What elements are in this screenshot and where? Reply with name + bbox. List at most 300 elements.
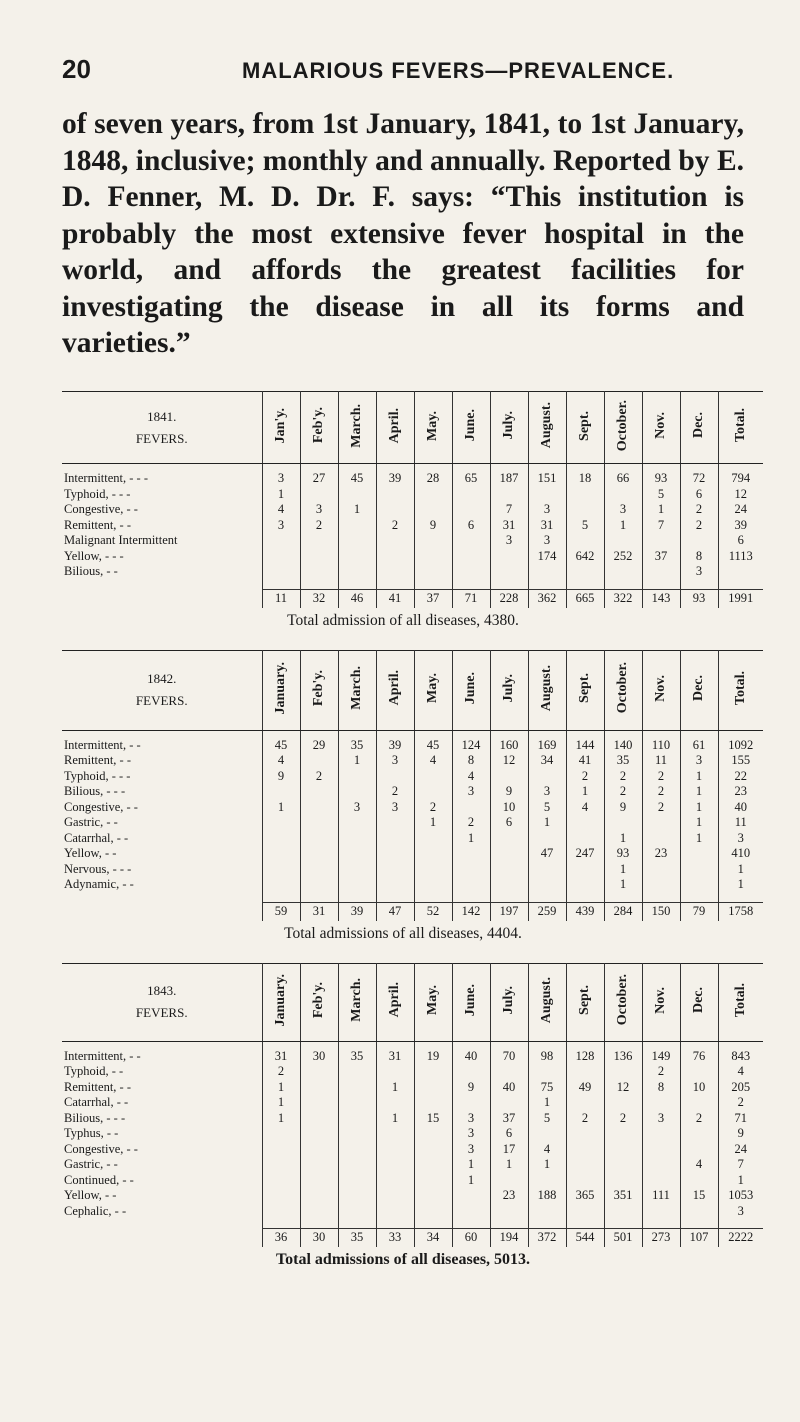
table-cell: 3 — [604, 502, 642, 518]
fever-type-label: Continued, - - — [64, 1172, 134, 1187]
table-cell — [604, 1157, 642, 1173]
table-cell: 6 — [718, 533, 763, 549]
table-cell — [642, 1157, 680, 1173]
table-fevers-label: FEVERS. — [135, 430, 188, 446]
column-header-label: July. — [501, 985, 516, 1015]
fever-type-label: Intermittent, - - - — [64, 471, 148, 485]
fever-type-label: Catarrhal, - - — [64, 1095, 129, 1109]
spacer-cell — [680, 893, 718, 903]
total-cell: 150 — [642, 902, 680, 921]
table-cell — [300, 1142, 338, 1158]
column-header-label: Dec. — [691, 986, 706, 1014]
column-header-label: October. — [615, 974, 630, 1026]
table-row — [62, 877, 763, 893]
table-cell — [376, 815, 414, 831]
table-row — [62, 769, 763, 785]
table-cell — [338, 1095, 376, 1111]
spacer-cell — [680, 580, 718, 590]
spacer-cell — [528, 893, 566, 903]
table-cell — [338, 769, 376, 785]
table-cell: 11 — [642, 753, 680, 769]
column-header — [414, 650, 452, 730]
spacer-cell — [452, 580, 490, 590]
total-cell: 30 — [300, 1229, 338, 1248]
table-cell: 111 — [642, 1188, 680, 1204]
column-header-label: April. — [387, 982, 402, 1018]
table-row — [62, 564, 763, 580]
table-cell — [338, 533, 376, 549]
table-cell: 3 — [680, 753, 718, 769]
spacer-cell — [262, 580, 300, 590]
table-cell — [566, 815, 604, 831]
fever-table-grid — [62, 963, 763, 1248]
spacer-cell — [452, 893, 490, 903]
table-cell — [452, 1188, 490, 1204]
fever-tables — [62, 391, 754, 1269]
table-cell: 3 — [528, 502, 566, 518]
table-cell: 144 — [566, 730, 604, 753]
table-cell: 22 — [718, 769, 763, 785]
table-cell: 75 — [528, 1080, 566, 1096]
table-cell — [566, 831, 604, 847]
table-cell: 1 — [642, 502, 680, 518]
table-cell: 1 — [262, 1095, 300, 1111]
column-header — [642, 650, 680, 730]
table-cell: 7 — [490, 502, 528, 518]
table-cell — [376, 846, 414, 862]
total-cell: 228 — [490, 589, 528, 608]
fever-type-label: Congestive, - - — [64, 1141, 138, 1156]
table-cell — [490, 549, 528, 565]
table-cell: 9 — [262, 769, 300, 785]
page-number: 20 — [62, 54, 91, 84]
table-cell: 6 — [490, 815, 528, 831]
table-cell: 7 — [718, 1157, 763, 1173]
column-header-label: Sept. — [577, 673, 592, 703]
spacer-cell — [642, 580, 680, 590]
total-cell: 1758 — [718, 902, 763, 921]
table-cell: 39 — [376, 464, 414, 487]
spacer-cell — [338, 580, 376, 590]
table-cell: 136 — [604, 1041, 642, 1064]
total-cell: 31 — [300, 902, 338, 921]
table-cell: 3 — [376, 753, 414, 769]
table-cell — [376, 1157, 414, 1173]
table-cell — [528, 862, 566, 878]
spacer-cell — [414, 1219, 452, 1229]
table-cell: 843 — [718, 1041, 763, 1064]
table-cell: 71 — [718, 1111, 763, 1127]
table-cell — [490, 831, 528, 847]
table-cell: 37 — [642, 549, 680, 565]
table-cell: 1 — [718, 862, 763, 878]
table-cell — [338, 1204, 376, 1220]
table-cell — [604, 1204, 642, 1220]
table-cell — [680, 1204, 718, 1220]
total-cell: 39 — [338, 902, 376, 921]
table-cell — [566, 1157, 604, 1173]
column-header-label: Total. — [732, 982, 748, 1018]
table-cell: 4 — [680, 1157, 718, 1173]
column-header — [452, 963, 490, 1041]
column-header-label: Sept. — [577, 410, 592, 441]
table-cell: 1 — [604, 831, 642, 847]
table-cell — [414, 831, 452, 847]
fever-type-label: Gastric, - - — [64, 1157, 118, 1171]
total-cell: 47 — [376, 902, 414, 921]
column-header — [262, 963, 300, 1041]
table-cell — [300, 1173, 338, 1189]
table-row — [62, 846, 763, 862]
table-cell — [642, 1173, 680, 1189]
table-cell: 2 — [566, 769, 604, 785]
table-cell: 17 — [490, 1142, 528, 1158]
table-corner-heading — [62, 650, 262, 730]
spacer-cell — [376, 1219, 414, 1229]
table-cell — [300, 487, 338, 503]
table-cell — [262, 1188, 300, 1204]
table-cell: 2 — [300, 769, 338, 785]
table-cell — [566, 1204, 604, 1220]
table-cell — [604, 815, 642, 831]
table-cell: 205 — [718, 1080, 763, 1096]
spacer-cell — [338, 893, 376, 903]
fever-type-label: Congestive, - - — [64, 799, 138, 814]
table-cell: 4 — [262, 502, 300, 518]
table-cell — [262, 1173, 300, 1189]
column-header — [642, 392, 680, 464]
table-cell: 72 — [680, 464, 718, 487]
table-cell — [680, 1173, 718, 1189]
table-cell: 5 — [528, 1111, 566, 1127]
table-cell: 31 — [262, 1041, 300, 1064]
total-cell: 37 — [414, 589, 452, 608]
column-header — [452, 650, 490, 730]
total-cell: 194 — [490, 1229, 528, 1248]
table-cell: 23 — [718, 784, 763, 800]
page-header — [62, 0, 744, 94]
table-cell — [604, 1173, 642, 1189]
spacer-cell — [300, 1219, 338, 1229]
column-header-label: June. — [463, 983, 478, 1017]
table-cell: 65 — [452, 464, 490, 487]
table-cell — [300, 877, 338, 893]
table-cell: 6 — [452, 518, 490, 534]
table-cell: 1 — [604, 862, 642, 878]
table-cell — [642, 1142, 680, 1158]
table-cell: 9 — [490, 784, 528, 800]
table-cell: 642 — [566, 549, 604, 565]
table-year: 1842. — [147, 671, 177, 686]
table-cell — [338, 487, 376, 503]
table-cell: 1 — [718, 1173, 763, 1189]
table-cell: 2 — [680, 502, 718, 518]
table-cell: 1 — [262, 1080, 300, 1096]
table-cell — [300, 1064, 338, 1080]
table-cell: 8 — [680, 549, 718, 565]
table-cell — [262, 877, 300, 893]
table-cell — [338, 846, 376, 862]
total-cell: 79 — [680, 902, 718, 921]
table-cell — [566, 487, 604, 503]
totals-row-label — [62, 1229, 262, 1248]
column-header — [262, 392, 300, 464]
total-cell: 41 — [376, 589, 414, 608]
spacer-cell — [414, 893, 452, 903]
table-cell: 1 — [680, 815, 718, 831]
total-cell: 1991 — [718, 589, 763, 608]
table-row — [62, 1188, 763, 1204]
table-cell: 1 — [414, 815, 452, 831]
table-cell: 66 — [604, 464, 642, 487]
total-cell: 52 — [414, 902, 452, 921]
table-cell: 3 — [718, 831, 763, 847]
table-cell: 1 — [528, 815, 566, 831]
table-cell: 39 — [718, 518, 763, 534]
table-row — [62, 862, 763, 878]
table-cell: 2 — [604, 769, 642, 785]
table-cell: 10 — [680, 1080, 718, 1096]
table-cell — [338, 862, 376, 878]
table-cell — [414, 769, 452, 785]
totals-row-label — [62, 589, 262, 608]
table-cell: 35 — [604, 753, 642, 769]
table-cell — [680, 862, 718, 878]
table-cell: 5 — [566, 518, 604, 534]
fever-type-label: Yellow, - - — [64, 1188, 117, 1202]
table-cell — [452, 533, 490, 549]
column-header-label: August. — [539, 976, 554, 1024]
table-cell: 5 — [528, 800, 566, 816]
total-cell: 259 — [528, 902, 566, 921]
table-cell: 98 — [528, 1041, 566, 1064]
table-cell: 188 — [528, 1188, 566, 1204]
column-header-label: October. — [615, 662, 630, 714]
table-cell: 35 — [338, 1041, 376, 1064]
totals-row — [62, 589, 763, 608]
table-cell — [338, 549, 376, 565]
fever-type-label: Bilious, - - - — [64, 784, 126, 798]
table-row — [62, 1142, 763, 1158]
total-cell: 71 — [452, 589, 490, 608]
table-cell: 2 — [642, 1064, 680, 1080]
column-header-label: May. — [425, 985, 440, 1015]
table-cell — [300, 1157, 338, 1173]
spacer-cell — [490, 1219, 528, 1229]
table-cell — [604, 1142, 642, 1158]
table-cell: 3 — [680, 564, 718, 580]
total-cell: 35 — [338, 1229, 376, 1248]
table-cell: 27 — [300, 464, 338, 487]
table-cell: 1 — [718, 877, 763, 893]
table-cell: 24 — [718, 502, 763, 518]
table-cell — [680, 877, 718, 893]
table-cell — [414, 533, 452, 549]
column-header — [300, 392, 338, 464]
table-cell — [452, 1095, 490, 1111]
column-header — [338, 963, 376, 1041]
table-cell: 12 — [718, 487, 763, 503]
table-cell — [642, 564, 680, 580]
table-row — [62, 1041, 763, 1064]
table-cell: 2 — [414, 800, 452, 816]
table-fevers-label: FEVERS. — [135, 693, 188, 708]
total-cell: 544 — [566, 1229, 604, 1248]
column-header-label: January. — [273, 661, 288, 715]
column-header — [338, 650, 376, 730]
table-year: 1841. — [147, 408, 177, 424]
table-cell: 7 — [642, 518, 680, 534]
total-cell: 372 — [528, 1229, 566, 1248]
table-cell: 70 — [490, 1041, 528, 1064]
table-cell — [262, 1204, 300, 1220]
table-cell — [338, 1080, 376, 1096]
table-cell — [452, 800, 490, 816]
table-cell — [604, 1095, 642, 1111]
table-cell: 3 — [528, 533, 566, 549]
table-cell — [338, 877, 376, 893]
total-cell: 32 — [300, 589, 338, 608]
table-cell — [452, 1064, 490, 1080]
table-row — [62, 502, 763, 518]
table-row — [62, 1126, 763, 1142]
column-header — [718, 392, 763, 464]
totals-row — [62, 902, 763, 921]
table-year: 1843. — [147, 983, 177, 998]
table-cell — [490, 862, 528, 878]
table-cell: 49 — [566, 1080, 604, 1096]
fever-type-label: Nervous, - - - — [64, 861, 132, 876]
column-header — [680, 650, 718, 730]
total-cell: 501 — [604, 1229, 642, 1248]
column-header-label: Feb'y. — [311, 407, 326, 444]
table-row — [62, 753, 763, 769]
column-header-label: March. — [349, 666, 364, 710]
table-cell — [338, 784, 376, 800]
total-cell: 107 — [680, 1229, 718, 1248]
total-cell: 59 — [262, 902, 300, 921]
table-cell: 128 — [566, 1041, 604, 1064]
table-cell — [604, 1064, 642, 1080]
table-cell — [490, 1064, 528, 1080]
total-cell: 93 — [680, 589, 718, 608]
table-cell — [414, 1095, 452, 1111]
table-cell: 2 — [566, 1111, 604, 1127]
table-cell: 2 — [680, 518, 718, 534]
table-cell — [262, 1142, 300, 1158]
table-row — [62, 1111, 763, 1127]
column-header — [376, 963, 414, 1041]
table-row — [62, 1204, 763, 1220]
table-cell — [376, 831, 414, 847]
table-cell: 28 — [414, 464, 452, 487]
column-header — [680, 963, 718, 1041]
table-cell: 61 — [680, 730, 718, 753]
column-header — [604, 650, 642, 730]
table-cell: 2 — [262, 1064, 300, 1080]
column-header — [718, 963, 763, 1041]
table-cell — [376, 1204, 414, 1220]
spacer-cell — [414, 580, 452, 590]
table-cell: 3 — [300, 502, 338, 518]
total-cell: 143 — [642, 589, 680, 608]
total-cell: 36 — [262, 1229, 300, 1248]
table-cell — [414, 502, 452, 518]
table-cell: 247 — [566, 846, 604, 862]
table-cell: 3 — [262, 518, 300, 534]
table-cell — [414, 1173, 452, 1189]
table-cell — [262, 1157, 300, 1173]
fever-type-label: Typhoid, - - - — [64, 768, 131, 783]
table-cell — [680, 1095, 718, 1111]
table-cell — [300, 800, 338, 816]
table-cell — [300, 846, 338, 862]
table-cell: 11 — [718, 815, 763, 831]
table-cell: 1 — [566, 784, 604, 800]
table-row — [62, 730, 763, 753]
total-cell: 439 — [566, 902, 604, 921]
table-cell: 1 — [680, 800, 718, 816]
table-caption: Total admissions of all diseases, 4404. — [284, 924, 522, 942]
table-cell: 2 — [642, 784, 680, 800]
table-cell — [566, 1173, 604, 1189]
table-cell: 794 — [718, 464, 763, 487]
table-cell: 151 — [528, 464, 566, 487]
table-cell — [528, 831, 566, 847]
table-cell — [452, 877, 490, 893]
column-header-label: Dec. — [691, 412, 706, 439]
table-cell — [376, 1188, 414, 1204]
table-cell: 1 — [338, 753, 376, 769]
table-cell — [642, 815, 680, 831]
table-row — [62, 831, 763, 847]
table-cell: 1053 — [718, 1188, 763, 1204]
table-row — [62, 518, 763, 534]
table-cell: 4 — [452, 769, 490, 785]
spacer-cell — [718, 1219, 763, 1229]
table-cell: 12 — [490, 753, 528, 769]
table-cell — [642, 533, 680, 549]
table-cell — [300, 1080, 338, 1096]
table-cell — [680, 1126, 718, 1142]
fever-type-label: Remittent, - - — [64, 1079, 131, 1094]
table-cell — [452, 502, 490, 518]
table-cell — [414, 1080, 452, 1096]
table-cell — [300, 1204, 338, 1220]
table-cell — [262, 831, 300, 847]
column-header — [528, 392, 566, 464]
table-cell — [566, 533, 604, 549]
table-cell — [338, 831, 376, 847]
table-cell: 1113 — [718, 549, 763, 565]
table-cell: 174 — [528, 549, 566, 565]
total-cell: 362 — [528, 589, 566, 608]
table-cell: 31 — [376, 1041, 414, 1064]
spacer-cell — [566, 580, 604, 590]
table-cell — [414, 877, 452, 893]
table-row — [62, 1064, 763, 1080]
table-cell — [300, 564, 338, 580]
table-row — [62, 1173, 763, 1189]
table-corner-heading — [62, 963, 262, 1041]
table-cell — [338, 1064, 376, 1080]
table-cell: 365 — [566, 1188, 604, 1204]
table-cell: 47 — [528, 846, 566, 862]
table-cell: 1 — [528, 1095, 566, 1111]
table-cell — [566, 1095, 604, 1111]
table-cell — [566, 1064, 604, 1080]
table-cell: 4 — [528, 1142, 566, 1158]
